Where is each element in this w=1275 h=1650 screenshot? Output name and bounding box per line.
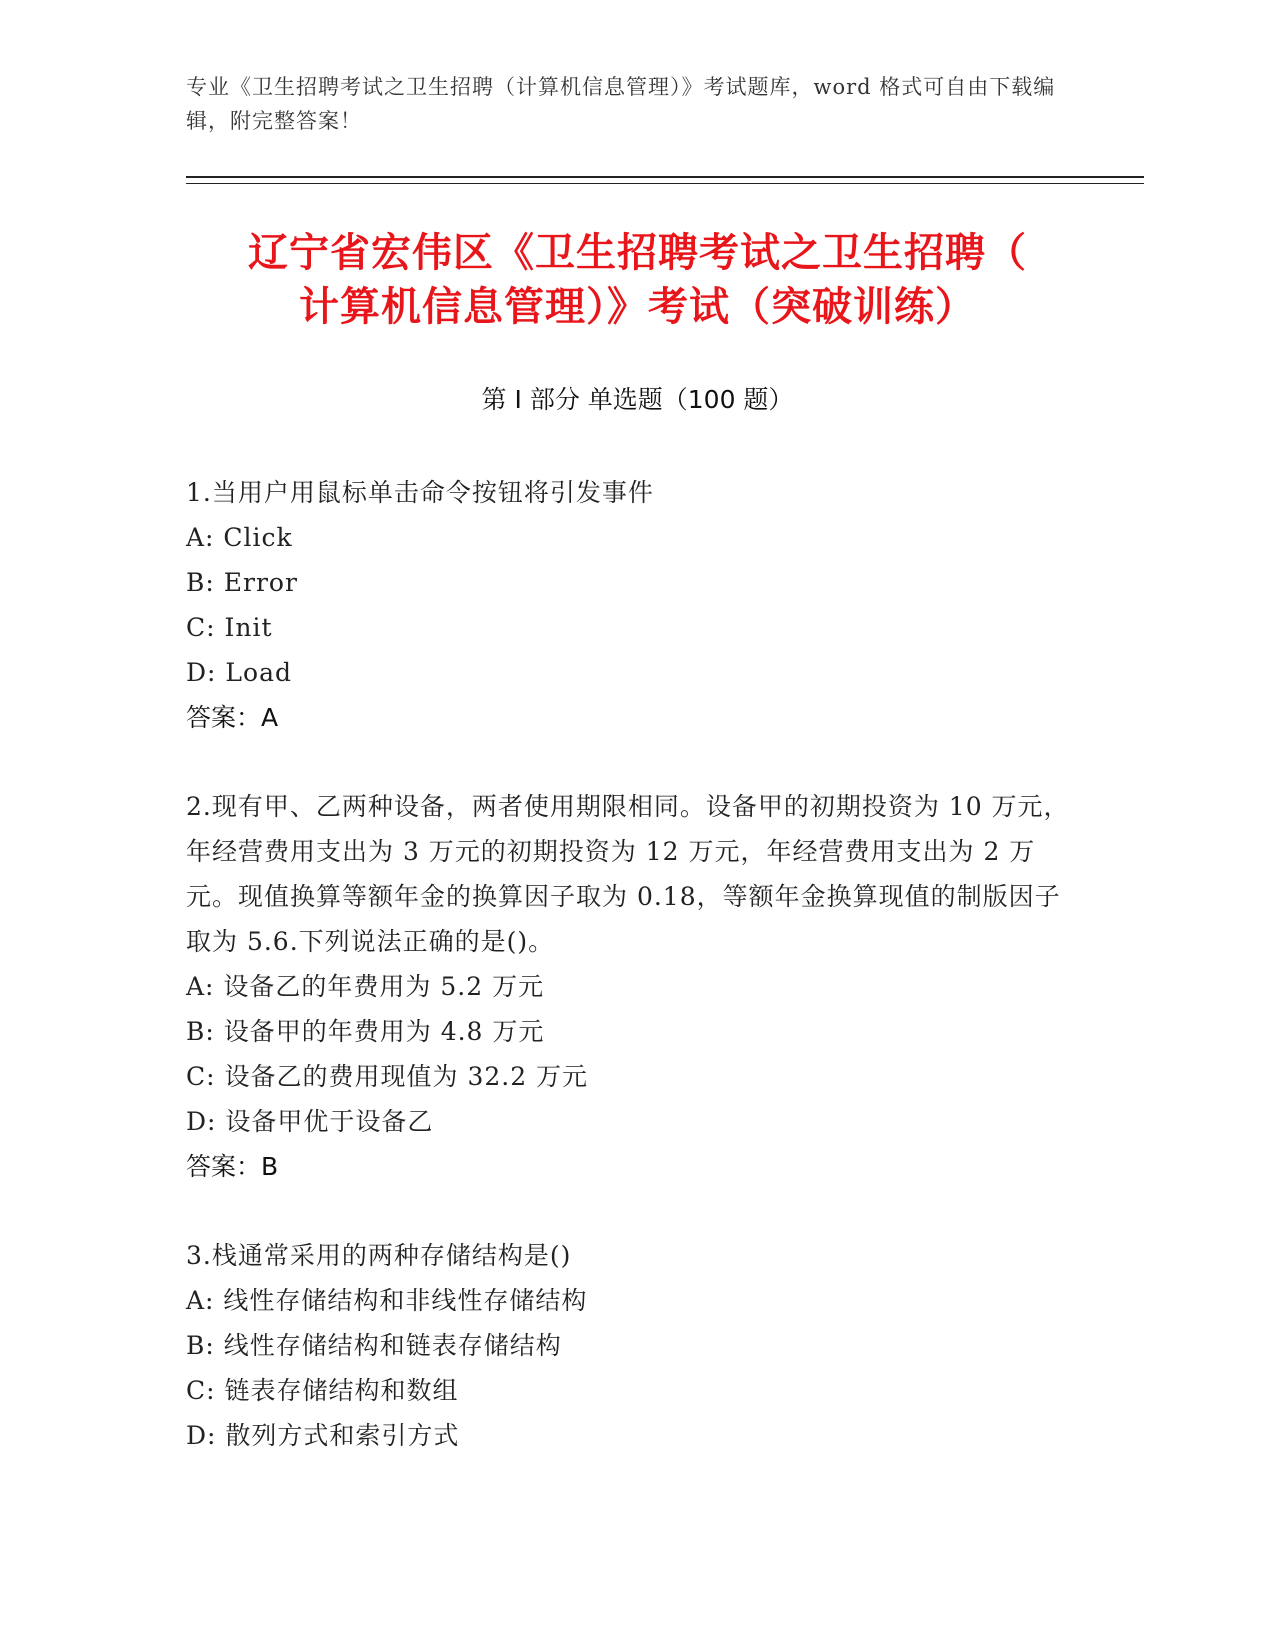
option-b: B: 设备甲的年费用为 4.8 万元 xyxy=(186,1017,545,1046)
option-c: C: 链表存储结构和数组 xyxy=(186,1376,459,1405)
header-note: 专业《卫生招聘考试之卫生招聘（计算机信息管理）》考试题库，word 格式可自由下载编辑，附完整答案！ xyxy=(186,75,1056,133)
option-d: D: Load xyxy=(186,658,292,687)
answer-line: 答案：B xyxy=(186,1152,279,1181)
document-title-line-2: 计算机信息管理）》考试（突破训练） xyxy=(299,284,976,330)
option-a: A: 设备乙的年费用为 5.2 万元 xyxy=(186,972,545,1001)
option-b: B: Error xyxy=(186,568,298,597)
section-heading: 第 I 部分 单选题（100 题） xyxy=(481,385,794,414)
option-d: D: 散列方式和索引方式 xyxy=(186,1421,460,1450)
question-stem: 3.栈通常采用的两种存储结构是() xyxy=(186,1241,572,1270)
question-1 xyxy=(186,470,1086,740)
option-d: D: 设备甲优于设备乙 xyxy=(186,1107,434,1136)
question-3 xyxy=(186,1233,1086,1458)
option-a: A: Click xyxy=(186,523,293,552)
answer-line: 答案：A xyxy=(186,703,279,732)
question-list xyxy=(186,470,1086,1502)
option-a: A: 线性存储结构和非线性存储结构 xyxy=(186,1286,588,1315)
option-c: C: Init xyxy=(186,613,273,642)
document-title-line-1: 辽宁省宏伟区《卫生招聘考试之卫生招聘（ xyxy=(248,230,1027,276)
question-stem: 2.现有甲、乙两种设备，两者使用期限相同。设备甲的初期投资为 10 万元，年经营费用支出为 3 万元的初期投资为 12 万元，年经营费用支出为 2 万元。现值换算等额年金的换算因子取为 0.18，等额年金换算现值的制版因子取为 5.6.下列说法正确的是()。 xyxy=(186,792,1070,956)
document-title xyxy=(150,226,1125,334)
question-2 xyxy=(186,784,1086,1189)
option-c: C: 设备乙的费用现值为 32.2 万元 xyxy=(186,1062,589,1091)
question-stem: 1.当用户用鼠标单击命令按钮将引发事件 xyxy=(186,478,654,507)
header-divider-thick xyxy=(186,176,1144,178)
option-b: B: 线性存储结构和链表存储结构 xyxy=(186,1331,562,1360)
header-divider-thin xyxy=(186,183,1144,184)
